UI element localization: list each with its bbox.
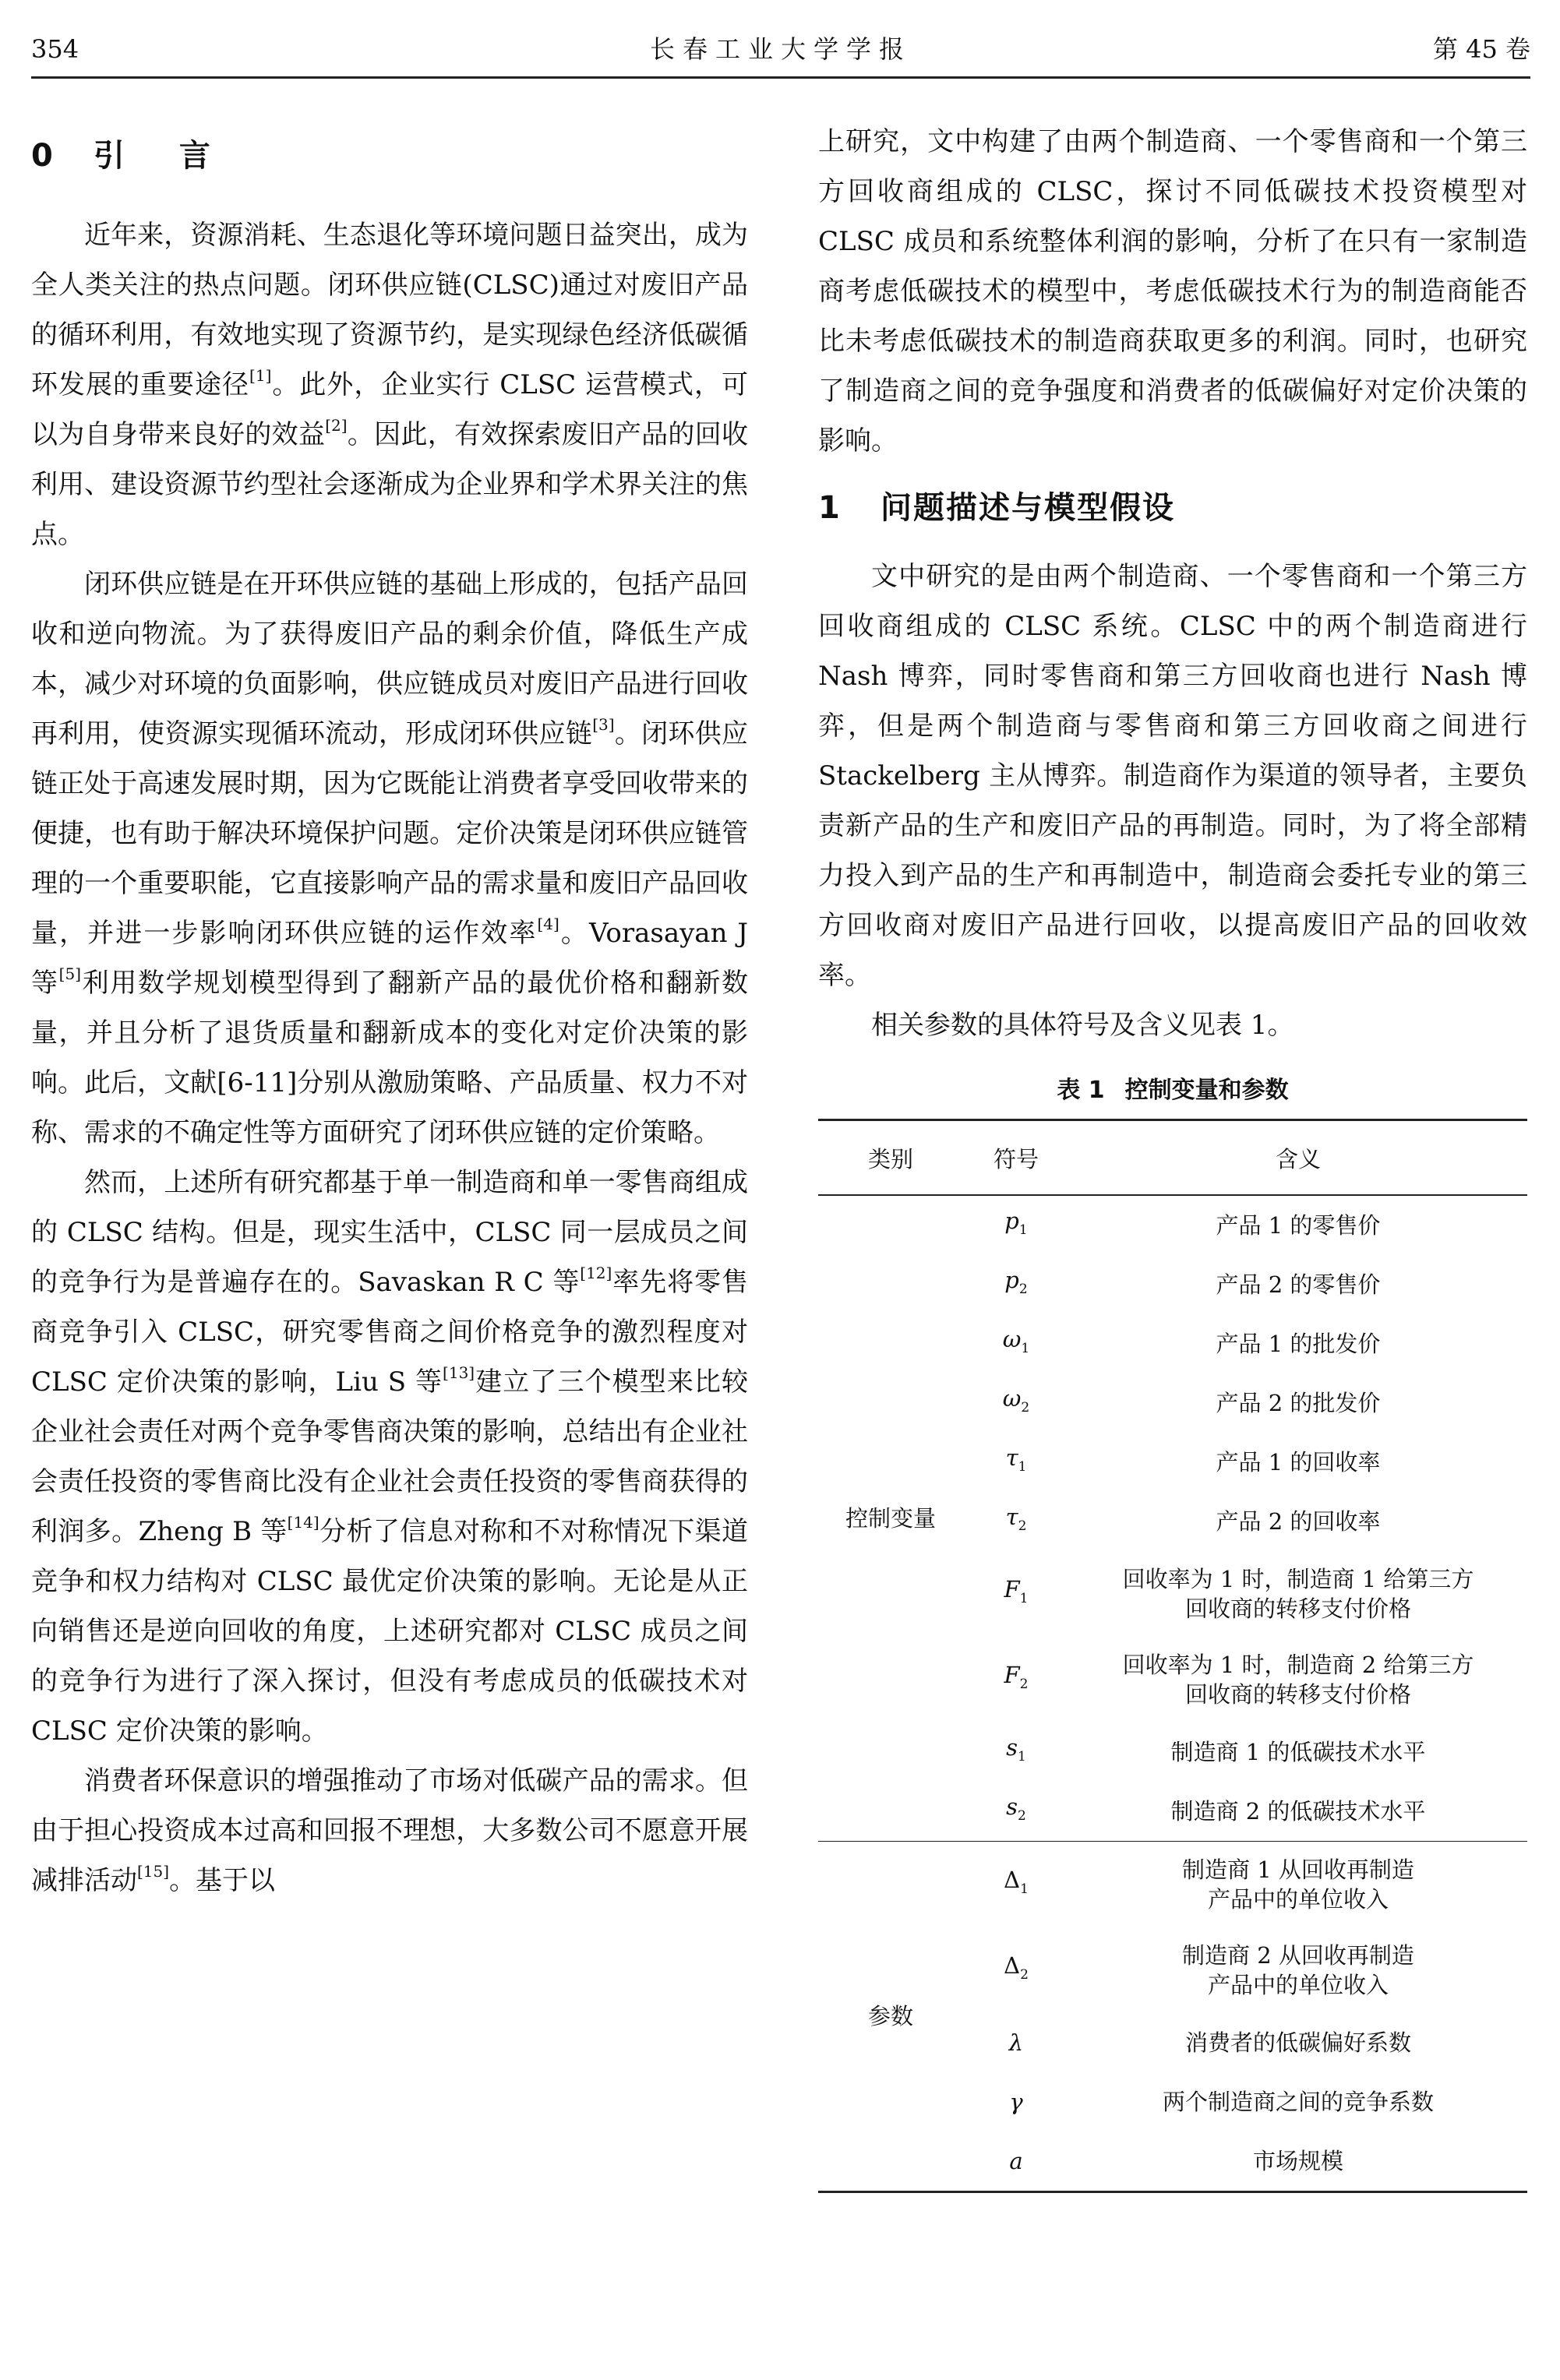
symbol-cell [963, 1373, 1069, 1433]
text-run: 。Vorasayan J 等 [31, 918, 748, 999]
text-run: 。此外，企业实行 CLSC 运营模式，可以为自身带来良好的效益 [31, 369, 748, 450]
symbol-cell [963, 1492, 1069, 1551]
symbol-cell [963, 1842, 1069, 1928]
right-column [818, 117, 1527, 2193]
symbol: τ [1005, 1504, 1018, 1531]
meaning-cell [1069, 1927, 1527, 2013]
meaning-cell [1069, 1637, 1527, 1722]
header-meaning: 含义 [1069, 1120, 1527, 1196]
text-run: 近年来，资源消耗、生态退化等环境问题日益突出，成为全人类关注的热点问题。闭环供应链(CLSC)通过对废旧产品的循环利用，有效地实现了资源节约，是实现绿色经济低碳循环发展的重要途径 [31, 220, 748, 400]
symbol: F [1004, 1662, 1020, 1689]
meaning-cell: 两个制造商之间的竞争系数 [1162, 2089, 1434, 2115]
header-category: 类别 [818, 1120, 963, 1196]
paragraph-problem-description: 文中研究的是由两个制造商、一个零售商和一个第三方回收商组成的 CLSC 系统。CLSC 中的两个制造商进行 Nash 博弈，同时零售商和第三方回收商也进行 Nash 博弈，但是两个制造商与零售商和第三方回收商之间进行 Stackelberg 主从博弈。制造商作为渠道的领导者，主要负责新产品的生产和废旧产品的再制造。同时，为了将全部精力投入到产品的生产和再制造中，制造商会委托专业的第三方回收商对废旧产品进行回收，以提高废旧产品的回收效率。 [818, 561, 1527, 991]
symbol-cell [963, 1314, 1069, 1373]
text-run: 。基于以 [169, 1865, 276, 1896]
meaning-line: 制造商 2 从回收再制造 [1182, 1942, 1414, 1969]
symbol: s [1006, 1793, 1018, 1821]
meaning-cell [1069, 1551, 1527, 1637]
meaning-line: 产品中的单位收入 [1207, 1972, 1389, 1998]
text-run: 。因此，有效探索废旧产品的回收利用、建设资源节约型社会逐渐成为企业界和学术界关注的焦点。 [31, 419, 749, 550]
meaning-cell: 产品 1 的零售价 [1216, 1212, 1381, 1239]
header-rule [31, 76, 1530, 79]
symbol-subscript: 2 [1021, 1399, 1030, 1416]
meaning-line: 产品中的单位收入 [1207, 1886, 1389, 1913]
meaning-cell [1069, 1842, 1527, 1928]
symbol: F [1004, 1576, 1020, 1603]
section-title: 问题描述与模型假设 [881, 490, 1175, 526]
symbol: ω [1002, 1326, 1022, 1353]
symbol-subscript: 2 [1018, 1807, 1026, 1824]
citation-ref[interactable]: [2] [325, 416, 348, 435]
citation-ref[interactable]: [3] [592, 715, 615, 734]
volume-label: 第 45 卷 [1432, 34, 1530, 64]
citation-ref[interactable]: [5] [58, 964, 82, 983]
citation-ref[interactable]: [13] [443, 1363, 475, 1382]
citation-ref[interactable]: [12] [580, 1264, 612, 1282]
citation-ref[interactable]: [14] [287, 1513, 319, 1532]
parameter-table [818, 1119, 1527, 2193]
running-header [31, 26, 1530, 72]
symbol: p [1004, 1267, 1019, 1294]
meaning-cell: 消费者的低碳偏好系数 [1184, 2029, 1411, 2056]
symbol-subscript: 1 [1018, 1222, 1028, 1238]
text-run: 率先将零售商竞争引入 CLSC，研究零售商之间价格竞争的激烈程度对 CLSC 定价决策的影响，Liu S 等 [31, 1267, 749, 1398]
section-heading-introduction [31, 132, 748, 179]
symbol: ω [1002, 1385, 1022, 1412]
citation-ref[interactable]: [4] [537, 915, 559, 933]
citation-ref[interactable]: [1] [249, 366, 272, 385]
table-caption [818, 1070, 1527, 1105]
symbol: γ [1009, 2089, 1023, 2115]
journal-title: 长春工业大学学报 [649, 34, 912, 64]
paragraph-intro-3 [31, 1158, 748, 1756]
citation-ref[interactable]: [15] [137, 1862, 170, 1881]
text-run: 消费者环保意识的增强推动了市场对低碳产品的需求。但由于担心投资成本过高和回报不理想，大多数公司不愿意开展减排活动 [31, 1765, 748, 1896]
symbol: p [1004, 1208, 1019, 1235]
symbol-subscript: 2 [1020, 1966, 1029, 1983]
symbol: λ [1008, 2029, 1024, 2056]
text-run: 利用数学规划模型得到了翻新产品的最优价格和翻新数量，并且分析了退货质量和翻新成本的变化对定价决策的影响。此后，文献[6-11]分别从激励策略、产品质量、权力不对称、需求的不确定性等方面研究了闭环供应链的定价策略。 [31, 968, 749, 1148]
text-run: 闭环供应链是在开环供应链的基础上形成的，包括产品回收和逆向物流。为了获得废旧产品的剩余价值，降低生产成本，减少对环境的负面影响，供应链成员对废旧产品进行回收再利用，使资源实现循环流动，形成闭环供应链 [31, 569, 748, 749]
meaning-cell: 产品 2 的回收率 [1216, 1508, 1381, 1535]
group-label-control-variables: 控制变量 [845, 1505, 936, 1532]
meaning-line: 回收商的转移支付价格 [1184, 1681, 1411, 1708]
section-number: 0 [31, 138, 53, 174]
table-title: 控制变量和参数 [1124, 1077, 1289, 1104]
symbol: τ [1005, 1444, 1018, 1472]
paragraph-intro-continued: 上研究，文中构建了由两个制造商、一个零售商和一个第三方回收商组成的 CLSC，探讨不同低碳技术投资模型对 CLSC 成员和系统整体利润的影响，分析了在只有一家制造商考虑低碳技术的模型中，考虑低碳技术行为的制造商能否比未考虑低碳技术的制造商获取更多的利润。同时，也研究了制造商之间的竞争强度和消费者的低碳偏好对定价决策的影响。 [818, 126, 1527, 457]
meaning-cell: 制造商 1 的低碳技术水平 [1170, 1739, 1426, 1765]
section-number: 1 [818, 490, 840, 526]
symbol-cell [963, 1551, 1069, 1637]
section-heading-problem [818, 485, 1527, 531]
meaning-cell: 产品 2 的批发价 [1216, 1390, 1381, 1416]
symbol-cell [963, 1782, 1069, 1842]
header-symbol: 符号 [963, 1120, 1069, 1196]
symbol-subscript: 2 [1018, 1518, 1027, 1534]
left-column [31, 117, 748, 1906]
table-header-row [818, 1120, 1527, 1196]
meaning-cell: 市场规模 [1252, 2148, 1343, 2174]
meaning-cell: 制造商 2 的低碳技术水平 [1170, 1798, 1426, 1825]
symbol-cell [963, 1637, 1069, 1722]
symbol: s [1006, 1734, 1018, 1761]
paragraph-intro-4 [31, 1756, 748, 1906]
symbol-subscript: 1 [1020, 1881, 1029, 1897]
meaning-line: 制造商 1 从回收再制造 [1182, 1856, 1414, 1883]
text-run: 然而，上述所有研究都基于单一制造商和单一零售商组成的 CLSC 结构。但是，现实生活中，CLSC 同一层成员之间的竞争行为是普遍存在的。Savaskan R C 等 [31, 1167, 748, 1298]
symbol: Δ [1004, 1952, 1021, 1980]
group-label-parameters: 参数 [818, 1842, 963, 2192]
symbol-subscript: 2 [1018, 1281, 1028, 1297]
symbol-cell [963, 1433, 1069, 1492]
symbol: Δ [1004, 1867, 1021, 1894]
paragraph-intro-1 [31, 210, 748, 559]
meaning-cell: 产品 2 的零售价 [1216, 1271, 1381, 1298]
symbol-subscript: 1 [1021, 1340, 1030, 1356]
meaning-cell: 产品 1 的批发价 [1216, 1331, 1381, 1357]
text-run: 分析了信息对称和不对称情况下渠道竞争和权力结构对 CLSC 最优定价决策的影响。无论是从正向销售还是逆向回收的角度，上述研究都对 CLSC 成员之间的竞争行为进行了深入探讨，但没有考虑成员的低碳技术对 CLSC 定价决策的影响。 [31, 1516, 749, 1747]
paragraph-intro-2 [31, 559, 748, 1158]
symbol-cell [963, 1255, 1069, 1314]
meaning-cell: 产品 1 的回收率 [1216, 1449, 1381, 1476]
table-number: 表 1 [1057, 1077, 1105, 1104]
symbol-cell [963, 2072, 1069, 2131]
symbol-subscript: 1 [1018, 1748, 1026, 1765]
symbol-cell [963, 1195, 1069, 1255]
table-row [818, 1195, 1527, 1255]
symbol-cell [963, 2131, 1069, 2192]
page-number: 354 [31, 34, 79, 64]
symbol-cell [963, 2013, 1069, 2072]
meaning-line: 回收率为 1 时，制造商 2 给第三方 [1122, 1652, 1474, 1678]
text-run: 建立了三个模型来比较企业社会责任对两个竞争零售商决策的影响，总结出有企业社会责任投资的零售商比没有企业社会责任投资的零售商获得的利润多。Zheng B 等 [31, 1366, 749, 1547]
text-run: 。闭环供应链正处于高速发展时期，因为它既能让消费者享受回收带来的便捷，也有助于解决环境保护问题。定价决策是闭环供应链管理的一个重要职能，它直接影响产品的需求量和废旧产品回收量，并进一步影响闭环供应链的运作效率 [31, 718, 749, 949]
symbol: a [1009, 2148, 1023, 2174]
paragraph-table-reference: 相关参数的具体符号及含义见表 1。 [871, 1010, 1294, 1041]
meaning-line: 回收商的转移支付价格 [1184, 1595, 1411, 1622]
section-title: 引 言 [94, 138, 232, 174]
meaning-line: 回收率为 1 时，制造商 1 给第三方 [1122, 1566, 1474, 1592]
symbol-subscript: 2 [1019, 1676, 1029, 1692]
symbol-subscript: 1 [1019, 1590, 1029, 1606]
symbol-cell [963, 1722, 1069, 1782]
table-row [818, 1842, 1527, 1928]
symbol-cell [963, 1927, 1069, 2013]
symbol-subscript: 1 [1018, 1458, 1027, 1475]
